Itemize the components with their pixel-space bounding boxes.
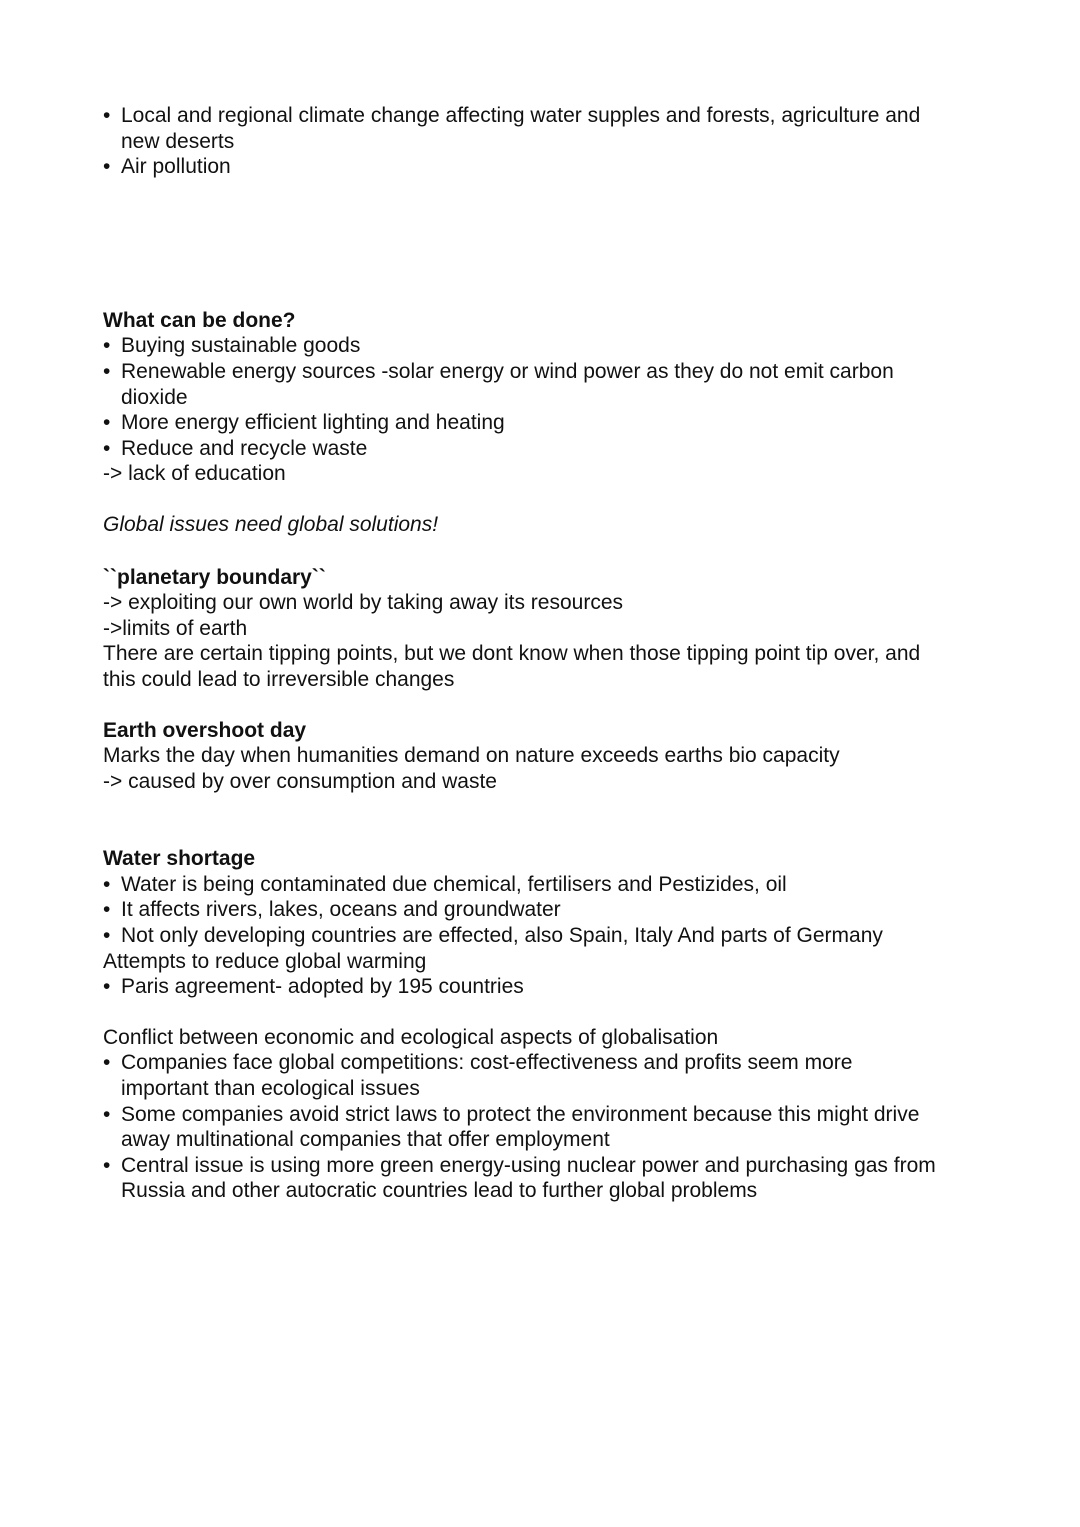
bullet-glyph: • xyxy=(103,872,111,896)
list-item xyxy=(103,410,983,436)
list-item-text: Paris agreement- adopted by 195 countries xyxy=(121,975,524,999)
text-line: Conflict between economic and ecological aspects of globalisation xyxy=(103,1025,719,1049)
section-heading: Water shortage xyxy=(103,847,256,871)
text-line: Attempts to reduce global warming xyxy=(103,949,427,973)
global-note: Global issues need global solutions! xyxy=(103,512,439,536)
list-item-text: Air pollution xyxy=(121,155,231,179)
section-heading: Earth overshoot day xyxy=(103,718,307,742)
top-bullet-list xyxy=(103,103,983,180)
text-line: -> caused by over consumption and waste xyxy=(103,769,497,793)
list-item-text: Local and regional climate change affecting water supples and forests, agriculture and new deserts xyxy=(121,104,921,153)
list-item-text: Buying sustainable goods xyxy=(121,334,361,358)
list-item-text: Some companies avoid strict laws to protect the environment because this might drive away multinational companies that offer employment xyxy=(121,1102,920,1152)
bullet-glyph: • xyxy=(103,411,111,435)
text-line: ->limits of earth xyxy=(103,616,248,640)
bullet-glyph: • xyxy=(103,334,111,358)
list-item xyxy=(103,923,983,949)
bullet-glyph: • xyxy=(103,975,111,999)
list-item-text: Central issue is using more green energy-using nuclear power and purchasing gas from Russia and other autocratic countries lead to further global problems xyxy=(121,1153,936,1203)
bullet-glyph: • xyxy=(103,104,111,127)
list-item-text: Water is being contaminated due chemical, fertilisers and Pestizides, oil xyxy=(121,872,787,896)
list-item xyxy=(103,154,983,180)
list-item xyxy=(103,872,983,898)
list-item xyxy=(103,1102,983,1153)
list-item-text: Not only developing countries are effected, also Spain, Italy And parts of Germany xyxy=(121,924,883,948)
list-item xyxy=(103,1050,983,1101)
section-heading: What can be done? xyxy=(103,308,296,332)
bullet-glyph: • xyxy=(103,924,111,948)
note-line: -> lack of education xyxy=(103,462,286,486)
list-item xyxy=(103,897,983,923)
section-heading: ``planetary boundary`` xyxy=(103,565,326,589)
bullet-glyph: • xyxy=(103,1051,111,1075)
bullet-glyph: • xyxy=(103,1102,111,1126)
list-item xyxy=(103,974,983,1000)
bullet-glyph: • xyxy=(103,1153,111,1177)
list-item-text: Reduce and recycle waste xyxy=(121,436,368,460)
bullet-glyph: • xyxy=(103,359,111,383)
bullet-glyph: • xyxy=(103,898,111,922)
list-item-text: It affects rivers, lakes, oceans and groundwater xyxy=(121,898,561,922)
document-page xyxy=(103,103,983,1204)
text-paragraph: There are certain tipping points, but we dont know when those tipping point tip over, and this could lead to irreversible changes xyxy=(103,642,921,691)
what-can-be-done-section xyxy=(103,308,983,487)
overshoot-section xyxy=(103,718,983,795)
planetary-boundary-section xyxy=(103,565,983,693)
bullet-glyph: • xyxy=(103,436,111,460)
list-item xyxy=(103,103,983,154)
list-item xyxy=(103,333,983,359)
conflict-section xyxy=(103,1025,983,1204)
list-item xyxy=(103,359,983,410)
list-item-text: More energy efficient lighting and heating xyxy=(121,411,505,435)
list-item-text: Renewable energy sources -solar energy or wind power as they do not emit carbon dioxide xyxy=(121,359,894,409)
list-item xyxy=(103,1153,983,1204)
list-item xyxy=(103,436,983,462)
bullet-glyph: • xyxy=(103,155,111,179)
text-line: -> exploiting our own world by taking away its resources xyxy=(103,591,623,615)
text-line: Marks the day when humanities demand on nature exceeds earths bio capacity xyxy=(103,744,840,768)
list-item-text: Companies face global competitions: cost-effectiveness and profits seem more important than ecological issues xyxy=(121,1051,853,1101)
water-shortage-section xyxy=(103,846,983,1000)
